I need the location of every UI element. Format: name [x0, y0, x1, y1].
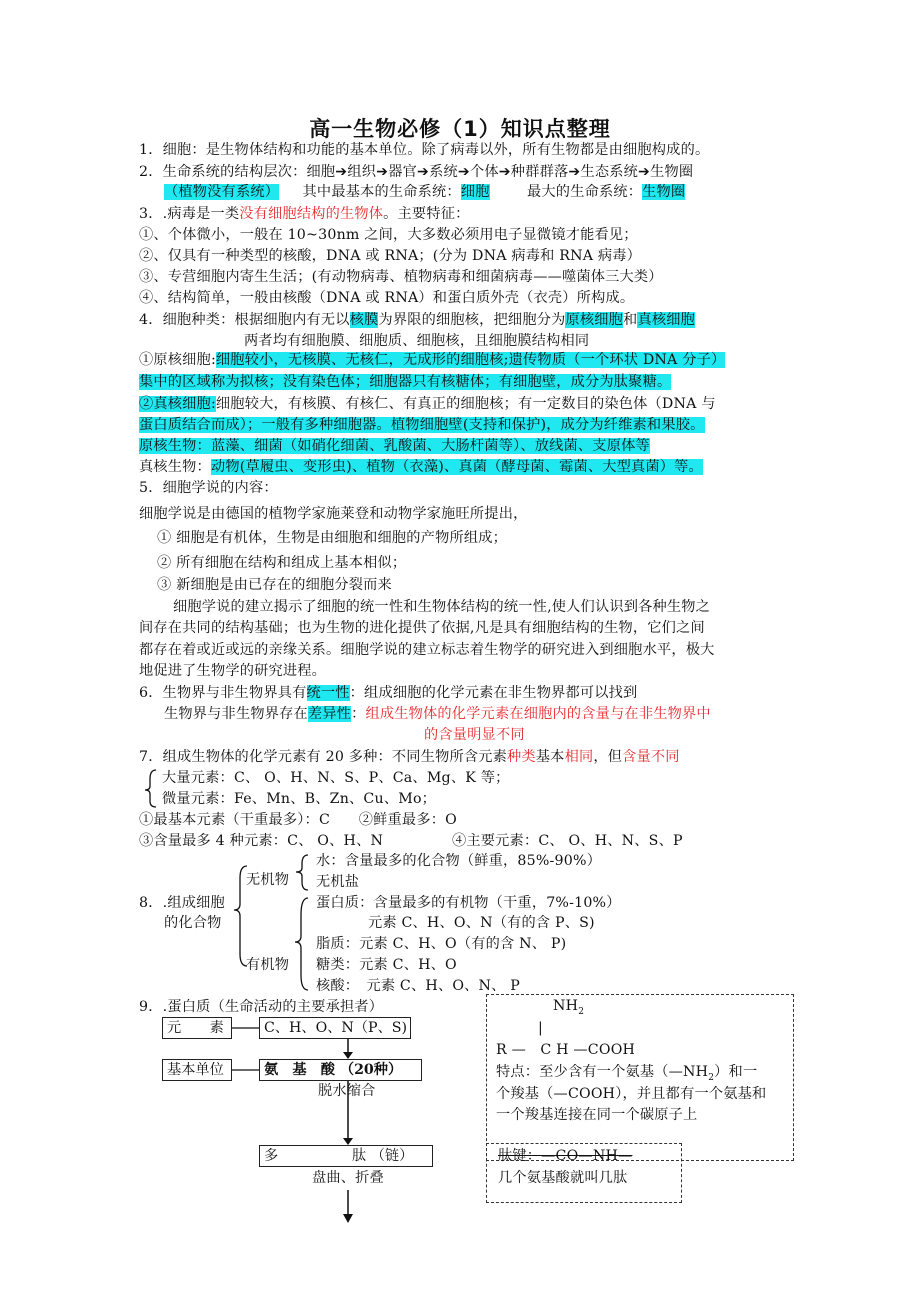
cell-type-mid: 为界限的细胞核，把细胞分为 — [378, 312, 566, 328]
main-elements: ④主要元素：C、 O、H、N、S、P — [452, 833, 683, 849]
no-system-note: （植物没有系统） — [164, 184, 280, 200]
protein-elements: 元素 C、H、O、N（有的含 P、S) — [368, 915, 595, 931]
basic-system-label: 其中最基本的生命系统： — [302, 184, 461, 200]
point-9: 9．.蛋白质（生命活动的主要承担者） — [139, 999, 384, 1015]
cell-theory-origin: 细胞学说是由德国的植物学家施莱登和动物学家施旺所提出， — [139, 506, 528, 522]
folding-label: 盘曲、折叠 — [312, 1170, 384, 1186]
unity-lead: 6．生物界与非生物界具有 — [139, 685, 307, 701]
feature-line-2: 个羧基（—COOH），并且都有一个氨基和 — [496, 1086, 767, 1102]
polypeptide-right: 肽 （链） — [352, 1148, 414, 1164]
eukaryote-examples-text: 动物(草履虫、变形虫)、植物（衣藻)、真菌（酵母菌、霉菌、大型真菌）等。 — [210, 459, 703, 475]
inorganic-label: 无机物 — [246, 872, 290, 888]
formula-nh: NH — [553, 998, 579, 1014]
elements-but: ，但 — [593, 749, 623, 765]
formula-nh-sub: 2 — [578, 1006, 585, 1017]
box-amino-acid: 氨 基 酸 （20种） — [259, 1059, 422, 1081]
point-8-line-2: 的化合物 — [164, 915, 222, 931]
elements-basic: 基本 — [535, 749, 565, 765]
formula-main: R — C H —COOH — [496, 1042, 636, 1058]
difference-term: 差异性 — [307, 706, 352, 722]
prokaryote-label: ①原核细胞: — [139, 352, 216, 368]
prokaryote-desc-1: 细胞较小，无核膜、无核仁，无成形的细胞核;遗传物质（一个环状 DNA 分子） — [215, 352, 726, 368]
box-elements-value: C、H、O、N（P、S) — [259, 1017, 411, 1039]
cell-theory-para-4: 地促进了生物学的研究进程。 — [139, 663, 327, 679]
water-item: 水：含量最多的化合物（鲜重，85%-90%） — [316, 853, 602, 869]
unity-term: 统一性 — [306, 685, 350, 701]
cell-theory-para-2: 间存在共同的结构基础；也为生物的进化提供了依据,凡是具有细胞结构的生物，它们之间 — [139, 620, 705, 636]
virus-feature-1: ①、个体微小，一般在 10~30nm 之间，大多数必须用电子显微镜才能看见； — [139, 227, 638, 243]
top4-elements: ③含量最多 4 种元素：C、 O、H、N — [139, 833, 384, 849]
cell-type-common: 两者均有细胞膜、细胞质、细胞核，且细胞膜结构相同 — [244, 333, 590, 349]
eukaryote-examples-label: 真核生物： — [139, 459, 211, 475]
cell-theory-item-1: ① 细胞是有机体，生物是由细胞和细胞的产物所组成； — [157, 530, 508, 546]
macro-elements: 大量元素：C、 O、H、N、S、P、Ca、Mg、K 等； — [162, 770, 510, 786]
virus-feature-3: ③、专营细胞内寄生生活；(有动物病毒、植物病毒和细菌病毒——噬菌体三大类） — [139, 269, 663, 285]
point-1: 1．细胞：是生物体结构和功能的基本单位。除了病毒以外，所有生物都是由细胞构成的。 — [139, 142, 710, 158]
difference-colon: ： — [351, 706, 366, 722]
prokaryotic-term: 原核细胞 — [565, 312, 624, 328]
point-2-line: 2．生命系统的结构层次：细胞➔组织➔器官➔系统➔个体➔种群群落➔生态系统➔生物圈 — [139, 164, 694, 180]
page-title: 高一生物必修（1）知识点整理 — [309, 117, 611, 141]
point-5: 5．细胞学说的内容： — [139, 480, 278, 496]
micro-elements: 微量元素：Fe、Mn、B、Zn、Cu、Mo； — [162, 791, 437, 807]
virus-feature-2: ②、仅具有一种类型的核酸，DNA 或 RNA；(分为 DNA 病毒和 RNA 病毒） — [139, 248, 642, 264]
protein-item: 蛋白质：含量最多的有机物（干重，7%-10%） — [316, 895, 621, 911]
elements-lead: 7．组成生物体的化学元素有 20 多种：不同生物所含元素 — [139, 749, 508, 765]
cell-theory-para-1: 细胞学说的建立揭示了细胞的统一性和生物体结构的统一性,使人们认识到各种生物之 — [173, 599, 711, 615]
eukaryotic-term: 真核细胞 — [637, 312, 695, 328]
prokaryote-desc-2: 集中的区域称为拟核；没有染色体；细胞器只有核糖体；有细胞壁，成分为肽聚糖。 — [139, 374, 672, 390]
virus-lead: 3．.病毒是一类 — [139, 206, 240, 222]
feature-1-sub: 2 — [708, 1072, 715, 1083]
salt-item: 无机盐 — [316, 874, 360, 890]
sugar-item: 糖类：元素 C、H、O — [316, 957, 457, 973]
cell-theory-para-3: 都存在着或近或远的亲缘关系。细胞学说的建立标志着生物学的研究进入到细胞水平，极大 — [139, 642, 715, 658]
elements-content-diff: 含量不同 — [622, 749, 680, 765]
dehydration-label: 脱水缩合 — [318, 1083, 376, 1099]
difference-lead: 生物界与非生物界存在 — [164, 706, 308, 722]
largest-system-label: 最大的生命系统： — [527, 184, 643, 200]
virus-feature-4: ④、结构简单，一般由核酸（DNA 或 RNA）和蛋白质外壳（衣壳）所构成。 — [139, 290, 635, 306]
peptide-bond-text: 肽键：—CO—NH— — [498, 1148, 633, 1164]
largest-system-value: 生物圈 — [642, 184, 686, 200]
virus-features-lead: 。主要特征： — [383, 206, 470, 222]
cell-theory-item-2: ② 所有细胞在结构和组成上基本相似； — [157, 555, 407, 571]
box-unit-label: 基本单位 — [162, 1059, 232, 1081]
eukaryote-label: ②真核细胞: — [139, 396, 216, 412]
basic-elements: ①最基本元素（干重最多）：C ②鲜重最多：O — [139, 812, 457, 828]
peptide-naming: 几个氨基酸就叫几肽 — [498, 1170, 628, 1186]
nucleic-acid-item: 核酸： 元素 C、H、O、N、 P — [316, 978, 521, 994]
virus-definition: 没有细胞结构的生物体 — [239, 206, 384, 222]
eukaryote-desc-1: 细胞较大，有核膜、有核仁、有真正的细胞核；有一定数目的染色体（DNA 与 — [215, 396, 716, 412]
feature-line-3: 一个羧基连接在同一个碳原子上 — [496, 1107, 698, 1123]
point-8-line-1: 8．.组成细胞 — [139, 895, 225, 911]
elements-kind: 种类 — [507, 749, 536, 765]
basic-system-value: 细胞 — [460, 184, 490, 200]
cell-theory-item-3: ③ 新细胞是由已存在的细胞分裂而来 — [157, 577, 392, 593]
eukaryote-desc-2: 蛋白质结合而成）；一般有多种细胞器。植物细胞壁(支持和保护)，成分为纤维素和果胶。 — [139, 417, 705, 433]
box-elements-label: 元 素 — [162, 1017, 232, 1039]
feature-1a: 特点：至少含有一个氨基（—NH — [496, 1064, 709, 1080]
difference-desc: 组成生物体的化学元素在细胞内的含量与在非生物界中 — [365, 706, 711, 722]
nuclear-membrane: 核膜 — [349, 312, 379, 328]
cell-type-lead: 4．细胞种类：根据细胞内有无以 — [139, 312, 350, 328]
cell-type-and: 和 — [623, 312, 638, 328]
feature-1c: ）和一 — [714, 1064, 758, 1080]
polypeptide-left: 多 — [264, 1148, 279, 1164]
formula-bond: | — [538, 1020, 543, 1036]
difference-desc-2: 的含量明显不同 — [424, 727, 525, 743]
prokaryote-examples-text: 原核生物：蓝藻、细菌（如硝化细菌、乳酸菌、大肠杆菌等）、放线菌、支原体等 — [139, 438, 650, 454]
unity-desc: ：组成细胞的化学元素在非生物界都可以找到 — [349, 685, 638, 701]
organic-label: 有机物 — [246, 957, 290, 973]
elements-same: 相同 — [564, 749, 594, 765]
lipid-item: 脂质：元素 C、H、O（有的含 N、 P) — [316, 936, 567, 952]
